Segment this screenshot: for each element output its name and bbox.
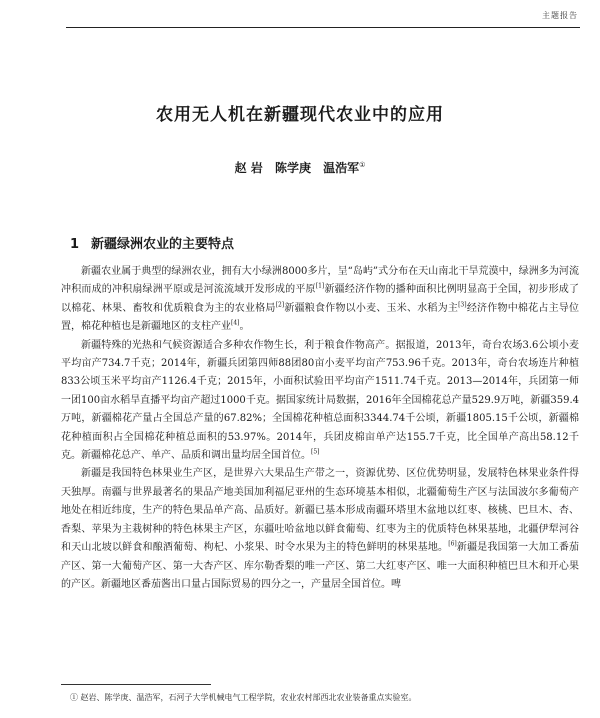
citation: [6]: [448, 540, 457, 548]
body-text: [61, 263, 579, 594]
section-heading-text: 新疆绿洲农业的主要特点: [91, 237, 235, 252]
author-name: 陈学庚: [274, 161, 311, 175]
author-name: 赵 岩: [234, 161, 263, 175]
section-tag: 主题报告: [542, 11, 578, 20]
footnote-text: 赵岩、陈学庚、温浩军，石河子大学机械电气工程学院，农业农村部西北农业装备重点实验室。: [80, 693, 417, 702]
paragraph: 新疆是我国特色林果业生产区，是世界六大果品生产带之一，资源优势、区位优势明显，发展特色林果业条件得天独厚。南疆与世界最著名的果品产地美国加利福尼亚州的生态环境基本相似，北疆葡萄生产区与法国波尔多葡萄产地处在相近纬度，生产的特色果品单产高、品质好。新疆已基本形成南疆环塔里木盆地以红枣、核桃、巴旦木、杏、香梨、苹果为主栽树种的特色林果主产区，东疆吐哈盆地以鲜食葡萄、红枣为主的优质特色林果基地，北疆伊犁河谷和天山北坡以鲜食和酿酒葡萄、枸杞、小浆果、时令水果为主的特色鲜明的林果基地。[6]新疆是我国第一大加工番茄产区、第一大葡萄产区、第一大杏产区、库尔勒香梨的唯一产区、第二大红枣产区、唯一大面积种植巴旦木和开心果的产区。新疆地区番茄酱出口量占国际贸易的四分之一，产量居全国首位。啤: [61, 468, 580, 590]
citation: [3]: [458, 301, 467, 309]
citation: [1]: [315, 283, 325, 291]
article-title: 农用无人机在新疆现代农业中的应用: [156, 105, 444, 125]
footnote-mark: ①: [70, 693, 78, 702]
paragraph: 新疆农业属于典型的绿洲农业，拥有大小绿洲8000多片，呈“岛屿”式分布在天山南北干旱荒漠中，绿洲多为河流冲积而成的冲积扇绿洲平原或是河流流域开发形成的平原[1]新疆经济作物的播种面积比例明显高于全国，初步形成了以棉花、林果、畜牧和优质粮食为主的农业格局[2]新疆粮食作物以小麦、玉米、水稻为主[3]经济作物中棉花占主导位置，棉花种植也是新疆地区的支柱产业[4]。: [61, 266, 580, 333]
citation: [5]: [311, 448, 320, 456]
header-rule: [66, 27, 580, 28]
author-name: 温浩军①: [323, 161, 366, 175]
section-heading: [70, 233, 234, 252]
citation: [4]: [231, 319, 240, 327]
author-note-mark: ①: [359, 161, 366, 169]
section-number: 1: [70, 237, 80, 252]
citation: [2]: [275, 301, 285, 309]
paragraph: 新疆特殊的光热和气候资源适合多种农作物生长，利于粮食作物高产。据报道，2013年，奇台农场3.6公顷小麦平均亩产734.7千克；2014年，新疆兵团第四师88团80亩小麦平均亩产753.96千克。2013年，奇台农场连片种植833公顷玉米平均亩产1126.4千克；2015年，小面积试验田平均亩产1511.74千克。2013—2014年，兵团第一师一团100亩水稻旱直播平均亩产超过1000千克。据国家统计局数据，2016年全国棉花总产量529.9万吨，新疆359.4万吨，新疆棉花产量占全国总产量的67.82%；全国棉花种植总面积3344.74千公顷，新疆1805.15千公顷，新疆棉花种植面积占全国棉花种植总面积的53.97%。2014年，兵团皮棉亩单产达155.7千克，比全国单产高出58.12千克。新疆棉花总产、单产、品质和调出量均居全国首位。[5]: [61, 339, 579, 462]
footnote-rule: [61, 684, 211, 685]
footnote: [70, 692, 417, 703]
author-line: [0, 159, 600, 176]
